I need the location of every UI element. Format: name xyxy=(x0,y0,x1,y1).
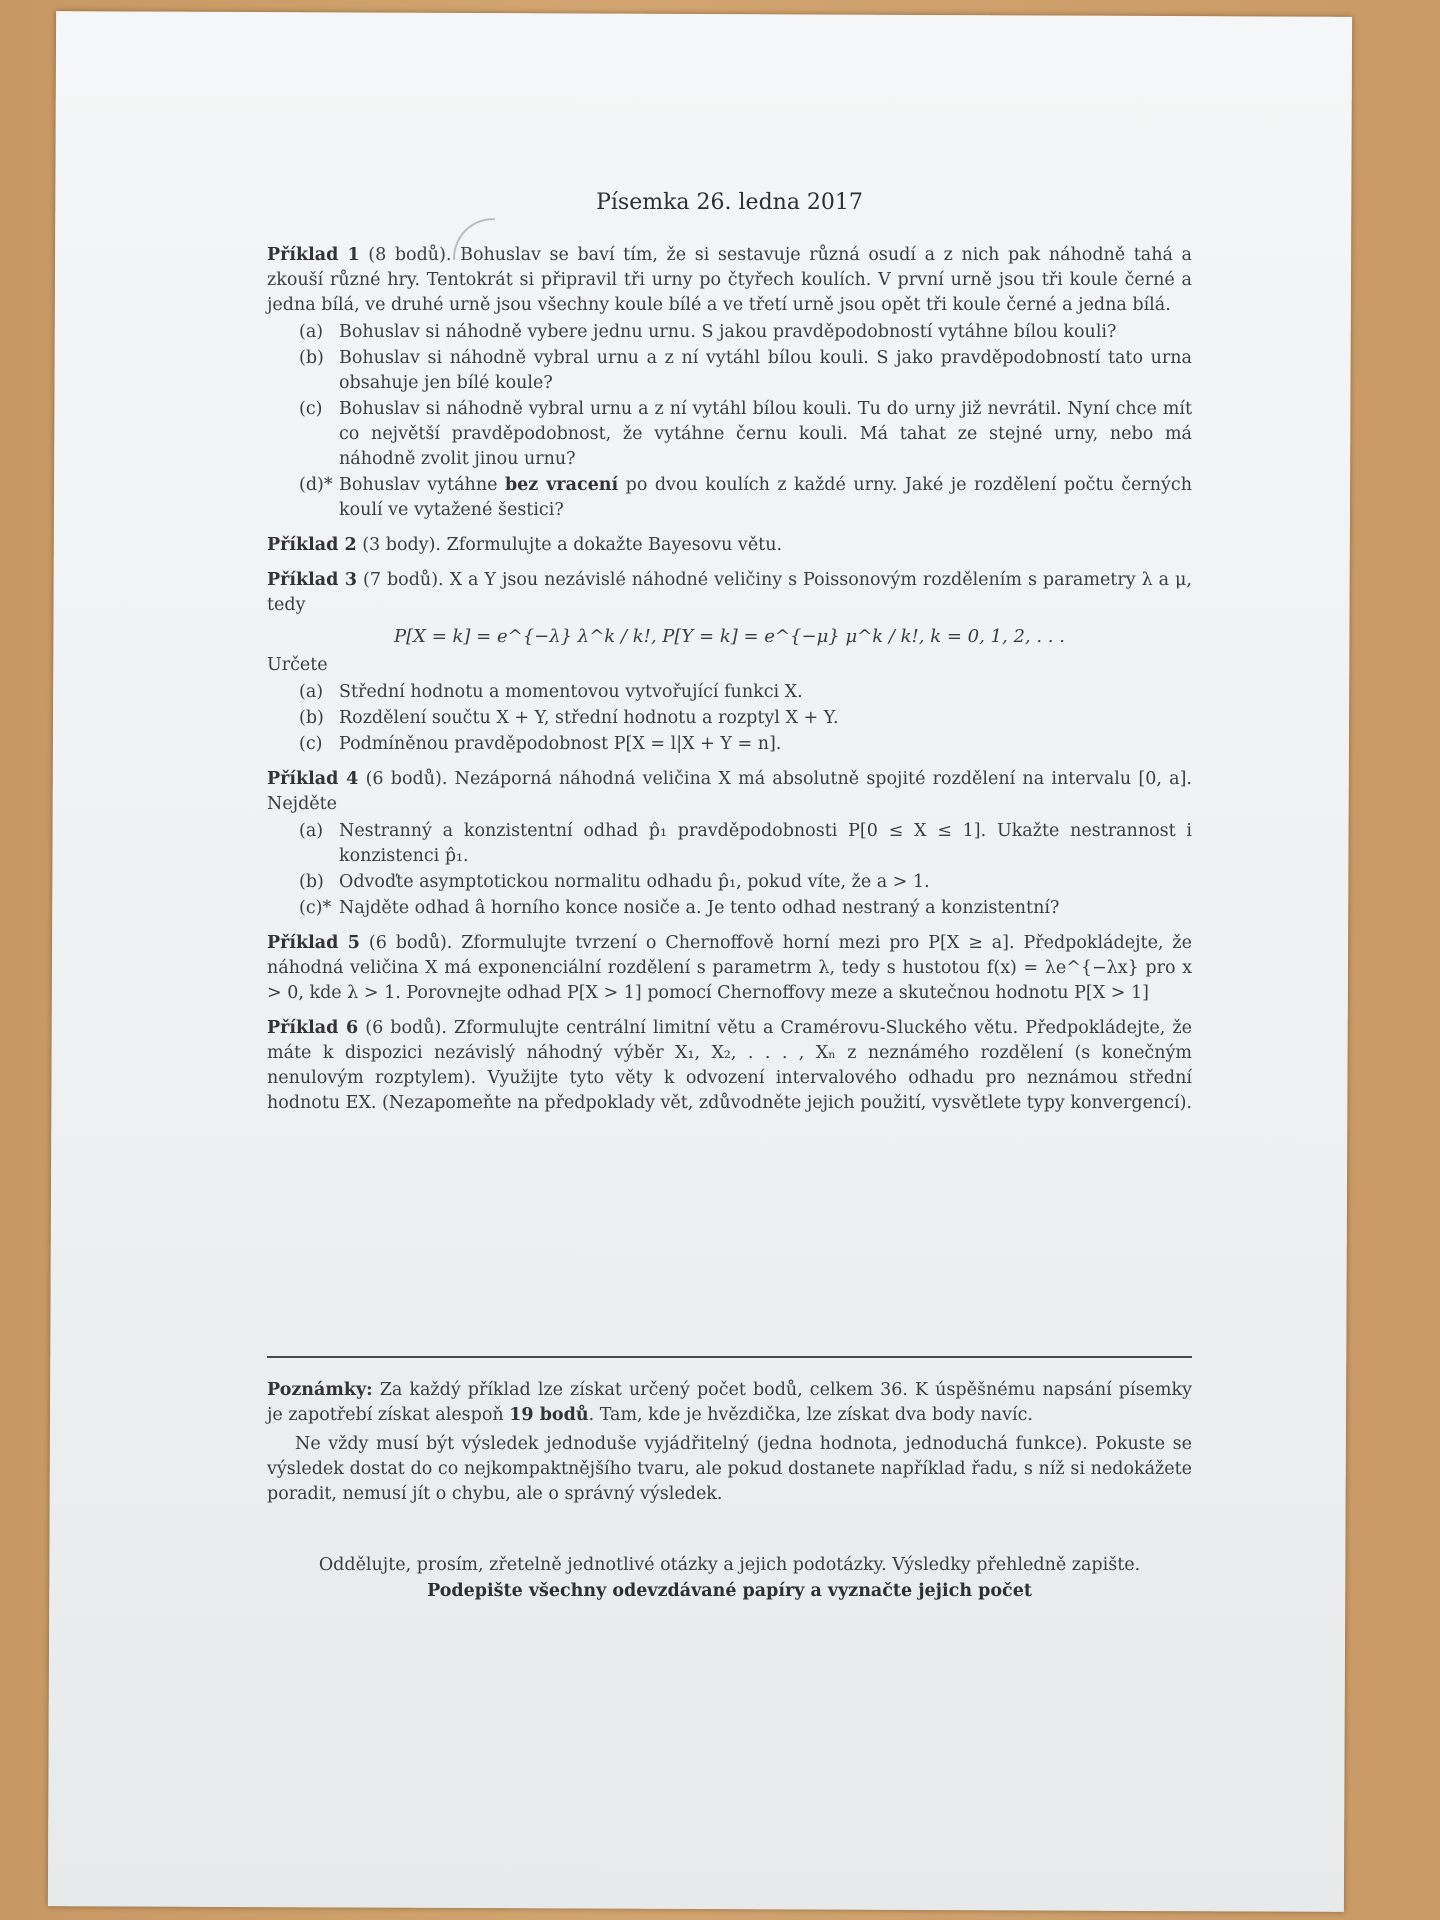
subtask-label: (b) xyxy=(299,348,324,368)
footer-instructions xyxy=(267,1552,1192,1604)
exercise-3-determine: Určete xyxy=(267,655,328,675)
subtask xyxy=(267,346,1192,396)
exercise-3-points: (7 bodů). xyxy=(363,570,444,590)
subtask-label: (a) xyxy=(299,682,324,702)
subtask xyxy=(267,397,1192,472)
divider-line xyxy=(267,1356,1192,1358)
exercise-6-heading: Příklad 6 xyxy=(267,1018,359,1038)
exam-content xyxy=(267,190,1192,1126)
subtask-text-pre: Bohuslav vytáhne xyxy=(339,475,498,495)
exercise-6-points: (6 bodů). xyxy=(365,1018,447,1038)
poisson-formula: P[X = k] = e^{−λ} λ^k / k!, P[Y = k] = e^{−μ} μ^k / k!, k = 0, 1, 2, . . . xyxy=(394,626,1065,647)
subtask xyxy=(267,870,1192,895)
footer-line-2: Podepište všechny odevzdávané papíry a vyznačte jejich počet xyxy=(427,1581,1032,1601)
subtask-label: (b) xyxy=(299,708,324,728)
subtask-label: (d)* xyxy=(299,475,333,495)
subtask xyxy=(267,473,1192,523)
footer-line-1: Oddělujte, prosím, zřetelně jednotlivé otázky a jejich podotázky. Výsledky přehledně zapište. xyxy=(318,1555,1141,1575)
notes-required-points: 19 bodů xyxy=(509,1405,589,1425)
subtask xyxy=(267,680,1192,705)
subtask-text: Bohuslav si náhodně vybral urnu a z ní vytáhl bílou kouli. S jako pravděpodobností tato urna obsahuje jen bílé koule? xyxy=(339,348,1192,393)
subtask-label: (a) xyxy=(299,821,324,841)
subtask-text: Najděte odhad â horního konce nosiče a. Je tento odhad nestraný a konzistentní? xyxy=(339,898,1060,918)
subtask-text: Střední hodnotu a momentovou vytvořující funkci X. xyxy=(339,682,803,702)
exercise-2-points: (3 body). xyxy=(362,535,441,555)
notes-paragraph-2: Ne vždy musí být výsledek jednoduše vyjádřitelný (jedna hodnota, jednoduchá funkce). Pokuste se výsledek dostat do co nejkompaktnějšího tvaru, ale pokud dostanete například řadu, s níž si nedokážete poradit, nemusí jít o chybu, ale o správný výsledek. xyxy=(267,1434,1192,1504)
exercise-2-heading: Příklad 2 xyxy=(267,535,357,555)
subtask-text: Odvoďte asymptotickou normalitu odhadu p̂₁, pokud víte, že a > 1. xyxy=(339,872,930,892)
notes-text-1: Za každý příklad lze získat určený počet bodů, celkem 36. K úspěšnému napsání písemky je zapotřebí získat alespoň xyxy=(267,1380,1192,1425)
exercise-6 xyxy=(267,1016,1192,1116)
exercise-4 xyxy=(267,767,1192,921)
subtask-label: (c) xyxy=(299,734,323,754)
notes-heading: Poznámky: xyxy=(267,1380,373,1400)
exercise-5-text: Zformulujte tvrzení o Chernoffově horní mezi pro P[X ≥ a]. Předpokládejte, že náhodná veličina X má exponenciální rozdělení s parametrm λ, tedy s hustotou f(x) = λe^{−λx} pro x > 0, kde λ > 1. Porovnejte odhad P[X > 1] pomocí Chernoffovy meze a skutečnou hodnotu P[X > 1] xyxy=(267,933,1192,1003)
exercise-4-subtasks xyxy=(267,819,1192,921)
notes-paragraph-1 xyxy=(267,1378,1192,1428)
exercise-4-points: (6 bodů). xyxy=(365,769,448,789)
exercise-5 xyxy=(267,931,1192,1006)
subtask xyxy=(267,732,1192,757)
subtask-text: Bohuslav si náhodně vybere jednu urnu. S jakou pravděpodobností vytáhne bílou kouli? xyxy=(339,322,1117,342)
exercise-5-points: (6 bodů). xyxy=(368,933,453,953)
page-title: Písemka 26. ledna 2017 xyxy=(596,190,863,215)
subtask-text-bold: bez vracení xyxy=(504,475,619,495)
exercise-4-heading: Příklad 4 xyxy=(267,769,359,789)
exercise-1-subtasks xyxy=(267,320,1192,523)
subtask xyxy=(267,706,1192,731)
exercise-6-text: Zformulujte centrální limitní větu a Cramérovu-Sluckého větu. Předpokládejte, že máte k dispozici nezávislý náhodný výběr X₁, X₂, . . . , Xₙ z neznámého rozdělení (s konečným nenulovým rozptylem). Využijte tyto věty k odvození intervalového odhadu pro neznámou střední hodnotu EX. (Nezapomeňte na předpoklady vět, zdůvodněte jejich použití, vysvětlete typy konvergencí). xyxy=(267,1018,1192,1113)
exercise-1-text: Bohuslav se baví tím, že si sestavuje různá osudí a z nich pak náhodně tahá a zkouší různé hry. Tentokrát si připravil tři urny po čtyřech koulích. V první urně jsou tři koule černé a jedna bílá, ve druhé urně jsou všechny koule bílé a ve třetí urně jsou opět tři koule černé a jedna bílá. xyxy=(267,245,1192,315)
subtask-text: Bohuslav si náhodně vybral urnu a z ní vytáhl bílou kouli. Tu do urny již nevrátil. Nyní chce mít co největší pravděpodobnost, že vytáhne černu kouli. Má tahat ze stejné urny, nebo má náhodně zvolit jinou urnu? xyxy=(339,399,1192,469)
exercise-2-text: Zformulujte a dokažte Bayesovu větu. xyxy=(446,535,783,555)
subtask-label: (a) xyxy=(299,322,324,342)
subtask xyxy=(267,896,1192,921)
notes-section xyxy=(267,1378,1192,1511)
exercise-5-heading: Příklad 5 xyxy=(267,933,360,953)
subtask xyxy=(267,320,1192,345)
subtask-text: Podmíněnou pravděpodobnost P[X = l|X + Y = n]. xyxy=(339,734,782,754)
exercise-2 xyxy=(267,533,1192,558)
exercise-4-text: Nezáporná náhodná veličina X má absolutně spojité rozdělení na intervalu [0, a]. Nejděte xyxy=(267,769,1192,814)
subtask-label: (c)* xyxy=(299,898,332,918)
subtask-text: Nestranný a konzistentní odhad p̂₁ pravděpodobnosti P[0 ≤ X ≤ 1]. Ukažte nestrannost i konzistenci p̂₁. xyxy=(339,821,1192,866)
notes-text-1b: . Tam, kde je hvězdička, lze získat dva body navíc. xyxy=(588,1405,1033,1425)
subtask-label: (b) xyxy=(299,872,324,892)
subtask-label: (c) xyxy=(299,399,323,419)
exercise-1-heading: Příklad 1 xyxy=(267,245,360,265)
exercise-3-subtasks xyxy=(267,680,1192,757)
subtask-text: Rozdělení součtu X + Y, střední hodnotu a rozptyl X + Y. xyxy=(339,708,839,728)
subtask xyxy=(267,819,1192,869)
exercise-1-points: (8 bodů). xyxy=(368,245,452,265)
exercise-3-text: X a Y jsou nezávislé náhodné veličiny s Poissonovým rozdělením s parametry λ a μ, tedy xyxy=(267,570,1192,615)
exercise-3 xyxy=(267,568,1192,757)
exercise-1 xyxy=(267,243,1192,523)
exercise-3-heading: Příklad 3 xyxy=(267,570,358,590)
subtask-text-post: po dvou koulích z každé urny. Jaké je rozdělení počtu černých koulí ve vytažené šestici? xyxy=(339,475,1192,520)
